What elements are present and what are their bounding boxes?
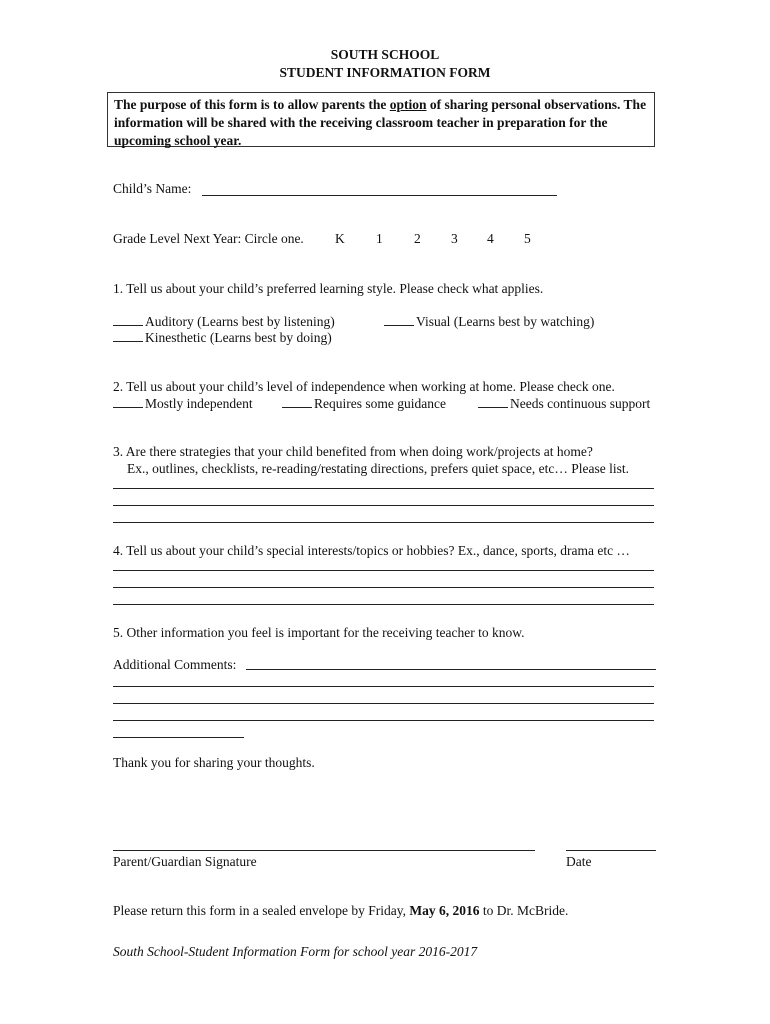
- grade-option-1[interactable]: 1: [376, 231, 383, 246]
- return-deadline: May 6, 2016: [409, 903, 480, 918]
- option-kinesthetic[interactable]: Kinesthetic (Learns best by doing): [113, 330, 332, 346]
- purpose-emphasis: option: [389, 97, 427, 112]
- comments-line[interactable]: [113, 703, 654, 704]
- question-2: 2. Tell us about your child’s level of independence when working at home. Please check one.: [113, 379, 615, 394]
- date-line[interactable]: [566, 850, 656, 851]
- form-title: STUDENT INFORMATION FORM: [279, 65, 491, 80]
- comments-line[interactable]: [113, 737, 244, 738]
- comments-line[interactable]: [246, 669, 656, 670]
- comments-line[interactable]: [113, 686, 654, 687]
- check-blank[interactable]: [478, 397, 508, 408]
- childs-name-label: Child’s Name:: [113, 181, 192, 196]
- answer-line[interactable]: [113, 505, 654, 506]
- grade-option-k[interactable]: K: [335, 231, 345, 246]
- signature-label: Parent/Guardian Signature: [113, 854, 257, 869]
- check-blank[interactable]: [113, 315, 143, 326]
- answer-line[interactable]: [113, 570, 654, 571]
- purpose-text-start: The purpose of this form is to allow parents the: [114, 97, 390, 112]
- answer-line[interactable]: [113, 488, 654, 489]
- grade-option-5[interactable]: 5: [524, 231, 531, 246]
- purpose-text-end: of sharing personal observations. The information will be shared with the receiving classroom teacher in preparation for the upcoming school year.: [114, 97, 647, 148]
- question-1: 1. Tell us about your child’s preferred learning style. Please check what applies.: [113, 281, 544, 296]
- return-instructions: Please return this form in a sealed envelope by Friday, May 6, 2016 to Dr. McBride.: [113, 903, 569, 918]
- question-3: 3. Are there strategies that your child benefited from when doing work/projects at home?: [113, 444, 593, 459]
- answer-line[interactable]: [113, 522, 654, 523]
- thank-you-note: Thank you for sharing your thoughts.: [113, 755, 315, 770]
- option-continuous-support[interactable]: Needs continuous support: [478, 396, 650, 412]
- signature-line[interactable]: [113, 850, 535, 851]
- grade-option-4[interactable]: 4: [487, 231, 494, 246]
- option-auditory[interactable]: Auditory (Learns best by listening): [113, 314, 335, 330]
- option-mostly-independent[interactable]: Mostly independent: [113, 396, 253, 412]
- answer-line[interactable]: [113, 604, 654, 605]
- footer-note: South School-Student Information Form for school year 2016-2017: [113, 944, 478, 959]
- question-3-example: Ex., outlines, checklists, re-reading/restating directions, prefers quiet space, etc… Please list.: [127, 461, 629, 476]
- grade-option-2[interactable]: 2: [414, 231, 421, 246]
- purpose-statement-box: [107, 92, 655, 147]
- check-blank[interactable]: [282, 397, 312, 408]
- grade-option-3[interactable]: 3: [451, 231, 458, 246]
- school-name: SOUTH SCHOOL: [330, 47, 440, 62]
- additional-comments-label: Additional Comments:: [113, 657, 237, 672]
- answer-line[interactable]: [113, 587, 654, 588]
- date-label: Date: [566, 854, 592, 869]
- childs-name-line[interactable]: [202, 195, 557, 196]
- question-4: 4. Tell us about your child’s special interests/topics or hobbies? Ex., dance, sports, drama etc …: [113, 543, 630, 558]
- check-blank[interactable]: [113, 397, 143, 408]
- option-some-guidance[interactable]: Requires some guidance: [282, 396, 446, 412]
- grade-label: Grade Level Next Year: Circle one.: [113, 231, 304, 246]
- option-visual[interactable]: Visual (Learns best by watching): [384, 314, 594, 330]
- check-blank[interactable]: [113, 331, 143, 342]
- comments-line[interactable]: [113, 720, 654, 721]
- check-blank[interactable]: [384, 315, 414, 326]
- question-5: 5. Other information you feel is important for the receiving teacher to know.: [113, 625, 525, 640]
